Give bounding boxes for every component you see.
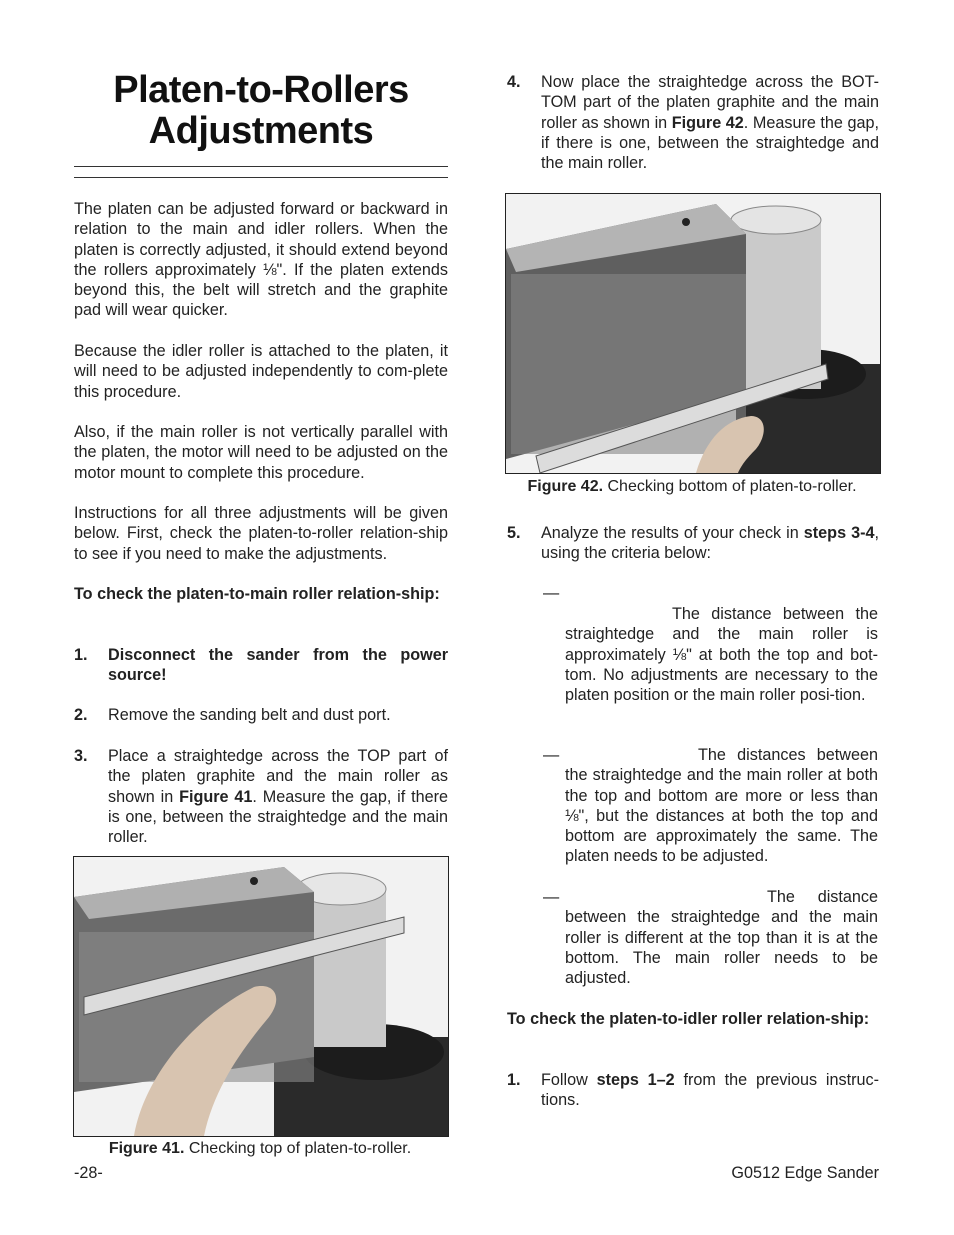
figure-41-illustration	[74, 857, 448, 1136]
criterion-2-dash: —	[543, 746, 560, 764]
idler-roller-heading: To check the platen-to-idler roller relation-ship:	[507, 1010, 870, 1028]
step-text: Remove the sanding belt and dust port.	[108, 706, 391, 724]
step-number: 3.	[74, 747, 88, 765]
figure-42-illustration	[506, 194, 880, 473]
figure-41-caption: Figure 41. Checking top of platen-to-roller.	[108, 1140, 412, 1157]
idler-step-1	[507, 1070, 879, 1111]
step-text: Disconnect the sander from the power source!	[108, 646, 448, 685]
step-3	[74, 746, 448, 847]
figure-41-photo	[73, 856, 449, 1137]
step-number: 2.	[74, 706, 88, 724]
step-number: 5.	[507, 524, 521, 542]
step-4	[507, 72, 879, 173]
criterion-1-text: The distance between the straightedge and the main roller is approximately ⅛" at both the top and bot-tom. No adjustments are necessary to the platen position or the main roller posi-tion.	[565, 605, 878, 705]
criterion-3-text: The distance between the straightedge and the main roller is different at the top than it is at the bottom. The main roller needs to be adjusted.	[565, 888, 878, 988]
criterion-2-text: The distances between the straightedge and the main roller at both the top and bottom are more or less than ⅛", but the distances at both the top and bottom are approximately the same. The platen needs to be adjusted.	[565, 746, 878, 866]
step-number: 4.	[507, 73, 521, 91]
title-divider	[74, 166, 448, 178]
step-text: Follow steps 1–2 from the previous instruc-tions.	[541, 1071, 879, 1110]
page-number: -28-	[74, 1164, 103, 1182]
intro-paragraph: The platen can be adjusted forward or backward in relation to the main and idler rollers. When the platen is correctly adjusted, it should extend beyond the rollers approximately ⅛". If the platen extends beyond this, the belt will stretch and the graphite pad will wear quicker.	[74, 200, 448, 320]
page-title	[74, 70, 448, 152]
motor-paragraph: Also, if the main roller is not vertically parallel with the platen, the motor will need to be adjusted on the motor mount to complete this procedure.	[74, 423, 448, 482]
step-text: Analyze the results of your check in steps 3-4, using the criteria below:	[541, 524, 879, 563]
step-2	[74, 705, 448, 725]
instructions-paragraph: Instructions for all three adjustments will be given below. First, check the platen-to-roller relation-ship to see if you need to make the adjustments.	[74, 504, 448, 563]
model-name: G0512 Edge Sander	[731, 1164, 879, 1182]
step-number: 1.	[507, 1071, 521, 1089]
criterion-1-dash: —	[543, 584, 560, 602]
title-line-1: Platen-to-Rollers	[113, 69, 409, 111]
step-text: Place a straightedge across the TOP part of the platen graphite and the main roller as shown in Figure 41. Measure the gap, if there is one, between the straightedge and the main roller.	[108, 747, 449, 847]
step-1	[74, 645, 448, 686]
title-line-2: Adjustments	[148, 110, 374, 152]
criterion-3-dash: —	[543, 888, 560, 906]
step-5	[507, 523, 879, 564]
main-roller-heading: To check the platen-to-main roller relation-ship:	[74, 585, 440, 603]
step-text: Now place the straightedge across the BOT-TOM part of the platen graphite and the main roller as shown in Figure 42. Measure the gap, if there is one, between the straightedge and the main roller.	[541, 73, 879, 173]
figure-42-photo	[505, 193, 881, 474]
idler-paragraph: Because the idler roller is attached to the platen, it will need to be adjusted independently to com-plete this procedure.	[74, 342, 448, 401]
step-number: 1.	[74, 646, 88, 664]
figure-42-caption: Figure 42. Checking bottom of platen-to-roller.	[527, 478, 857, 495]
